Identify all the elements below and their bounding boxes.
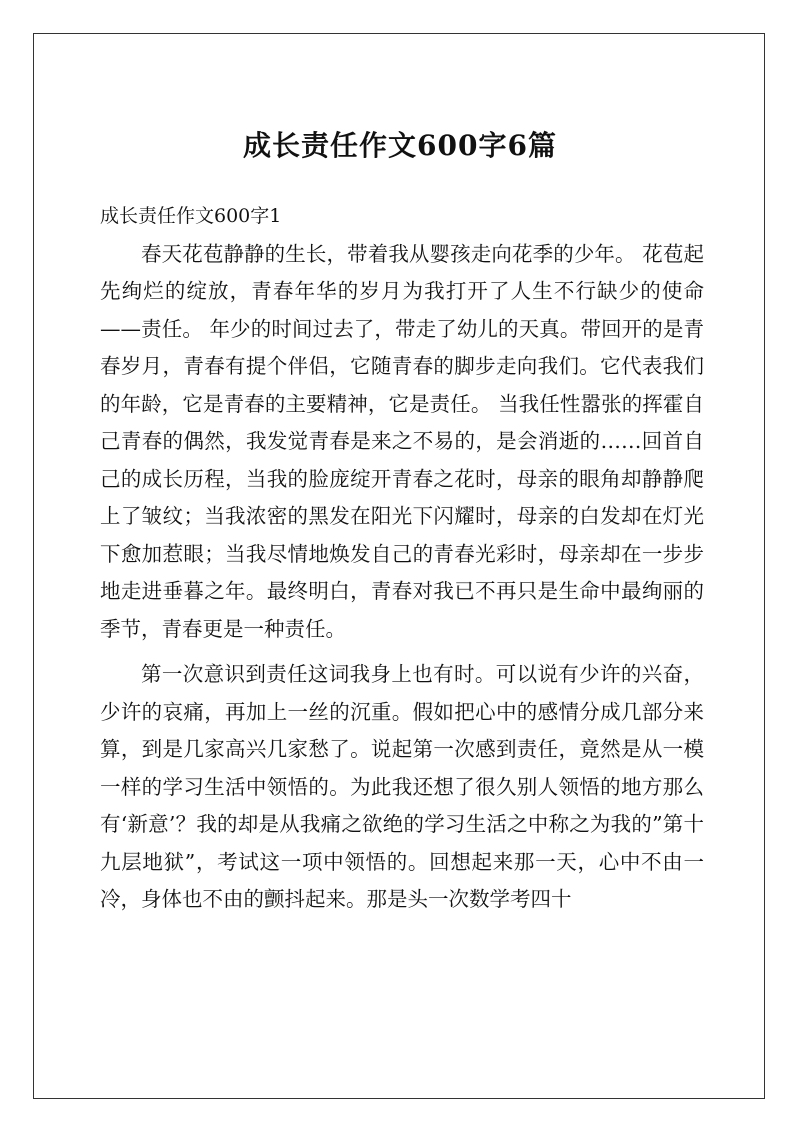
section-heading: 成长责任作文600字1 xyxy=(100,205,282,227)
paragraph-1: 春天花苞静静的生长，带着我从婴孩走向花季的少年。 花苞起先绚烂的绽放，青春年华的岁月为我打开了人生不行缺少的使命——责任。 年少的时间过去了，带走了幼儿的天真。带回开的是青春岁月，青春有提个伴侣，它随青春的脚步走向我们。它代表我们的年龄，它是青春的主要精神，它是责任。 当我任性嚣张的挥霍自己青春的偶然，我发觉青春是来之不易的，是会消逝的……回首自己的成长历程，当我的脸庞绽开青春之花时，母亲的眼角却静静爬上了皱纹；当我浓密的黑发在阳光下闪耀时，母亲的白发却在灯光下愈加惹眼；当我尽情地焕发自己的青春光彩时，母亲却在一步步地走进垂暮之年。最终明白，青春对我已不再只是生命中最绚丽的季节，青春更是一种责任。 xyxy=(100,241,704,641)
paragraph-2: 第一次意识到责任这词我身上也有时。可以说有少许的兴奋，少许的哀痛，再加上一丝的沉重。假如把心中的感情分成几部分来算，到是几家高兴几家愁了。说起第一次感到责任，竟然是从一模一样的学习生活中领悟的。为此我还想了很久别人领悟的地方那么有‘新意’？我的却是从我痛之欲绝的学习生活之中称之为我的”第十九层地狱”，考试这一项中领悟的。回想起来那一天，心中不由一冷，身体也不由的颤抖起来。那是头一次数学考四十 xyxy=(100,662,704,911)
document-body xyxy=(100,198,704,919)
document-title: 成长责任作文600字6篇 xyxy=(243,129,557,162)
